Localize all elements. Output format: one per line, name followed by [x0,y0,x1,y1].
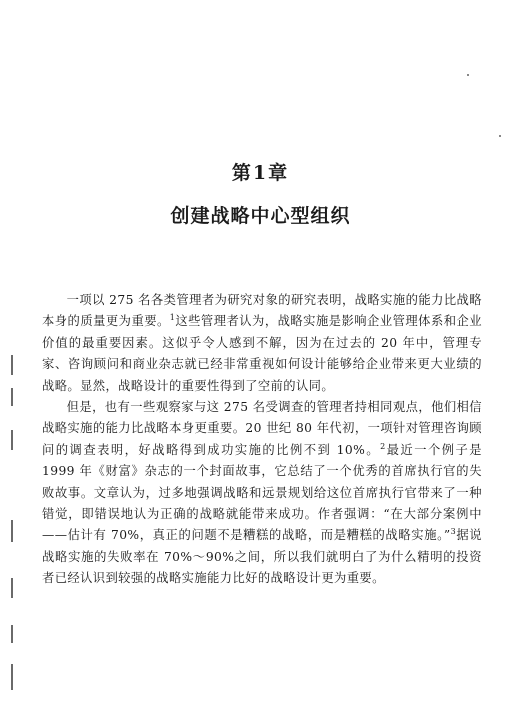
paragraph-2 [42,397,482,590]
text-segment: 但是，也有一些观察家与这 275 名受调查的管理者持相同观点，他们相信战略实施的能力比战略本身更重要。20 世纪 80 年代初，一项针对管理咨询顾问的调查表明，好战略得到成功实施的比例不到 10%。 [42,400,482,457]
scan-margin-mark [11,520,13,542]
text-segment: 一项以 275 名各类管理者为研究对象的研究表明，战略实施的能力比战略本身的质量更为重要。 [42,293,482,329]
body-text [42,290,482,590]
scan-margin-mark [11,388,13,406]
scan-speck [467,74,469,76]
paragraph-1 [42,290,482,397]
text-segment: 这些管理者认为，战略实施是影响企业管理体系和企业价值的最重要因素。这似乎令人感到不解，因为在过去的 20 年中，管理专家、咨询顾问和商业杂志就已经非常重视如何设计能够给企业带来更大业绩的战略。显然，战略设计的重要性得到了空前的认同。 [42,314,482,393]
scan-margin-mark [11,664,13,690]
text-segment: 最近一个例子是 1999 年《财富》杂志的一个封面故事，它总结了一个优秀的首席执行官的失败故事。文章认为，过多地强调战略和远景规划给这位首席执行官带来了一种错觉，即错误地认为正确的战略就能带来成功。作者强调：“在大部分案例中——估计有 70%，真正的问题不是糟糕的战略，而是糟糕的战略实施。” [42,442,482,543]
chapter-title: 创建战略中心型组织 [170,205,351,227]
chapter-number: 第1章 [231,162,290,184]
scan-margin-mark [11,578,13,598]
scan-speck [499,135,501,137]
scan-margin-mark [11,625,13,643]
scan-margin-mark [11,430,13,450]
footnote-marker: 1 [169,313,176,323]
footnote-marker: 2 [380,441,386,451]
scan-margin-mark [11,355,13,375]
footnote-marker: 3 [450,527,457,537]
text-segment: 据说战略实施的失败率在 70%～90%之间，所以我们就明白了为什么精明的投资者已经认识到较强的战略实施能力比好的战略设计更为重要。 [42,528,482,586]
